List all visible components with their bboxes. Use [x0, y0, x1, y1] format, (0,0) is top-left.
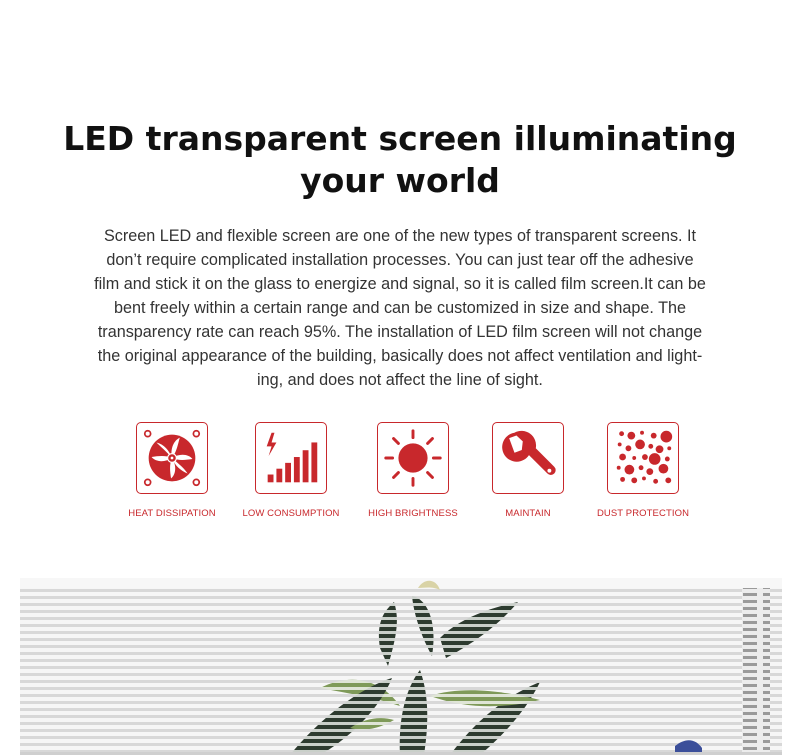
feature-tile: [492, 422, 564, 494]
feature-tile: [255, 422, 327, 494]
transparent-led-screen-photo: [20, 578, 782, 755]
feature-maintain: [468, 422, 588, 519]
power-bars-icon: [256, 423, 326, 493]
description-line: bent freely within a certain range and can be customized in size and shape. The: [113, 299, 686, 317]
feature-tile: [607, 422, 679, 494]
headline-line-1: LED transparent screen illuminating: [63, 119, 737, 158]
feature-label: HEAT DISSIPATION: [128, 508, 216, 519]
description-line: don’t require complicated installation processes. You can just tear off the adhesive: [106, 251, 694, 269]
description-line: Screen LED and flexible screen are one of the new types of transparent screens. It: [103, 227, 697, 245]
feature-list: [0, 422, 800, 532]
feature-tile: [136, 422, 208, 494]
feature-low-consumption: [231, 422, 351, 519]
description-line: transparency rate can reach 95%. The installation of LED film screen will not change: [97, 323, 703, 341]
feature-dust-protection: [583, 422, 703, 519]
feature-label: HIGH BRIGHTNESS: [368, 508, 458, 519]
description-paragraph: [52, 224, 748, 392]
description-line: ing, and does not affect the line of sight.: [257, 371, 543, 389]
feature-label: DUST PROTECTION: [596, 508, 690, 519]
feature-label: LOW CONSUMPTION: [242, 508, 340, 519]
dust-particles-icon: [608, 423, 678, 493]
fan-icon: [137, 423, 207, 493]
feature-heat-dissipation: [112, 422, 232, 519]
headline: [40, 118, 760, 202]
sun-icon: [378, 423, 448, 493]
wrench-icon: [493, 423, 563, 493]
led-film-plant-image: [20, 578, 782, 755]
feature-label: MAINTAIN: [505, 508, 551, 519]
headline-line-2: your world: [300, 161, 500, 200]
feature-high-brightness: [353, 422, 473, 519]
description-line: film and stick it on the glass to energize and signal, so it is called film screen.It can be: [94, 275, 706, 293]
feature-tile: [377, 422, 449, 494]
description-line: the original appearance of the building, basically does not affect ventilation and light-: [97, 347, 703, 365]
